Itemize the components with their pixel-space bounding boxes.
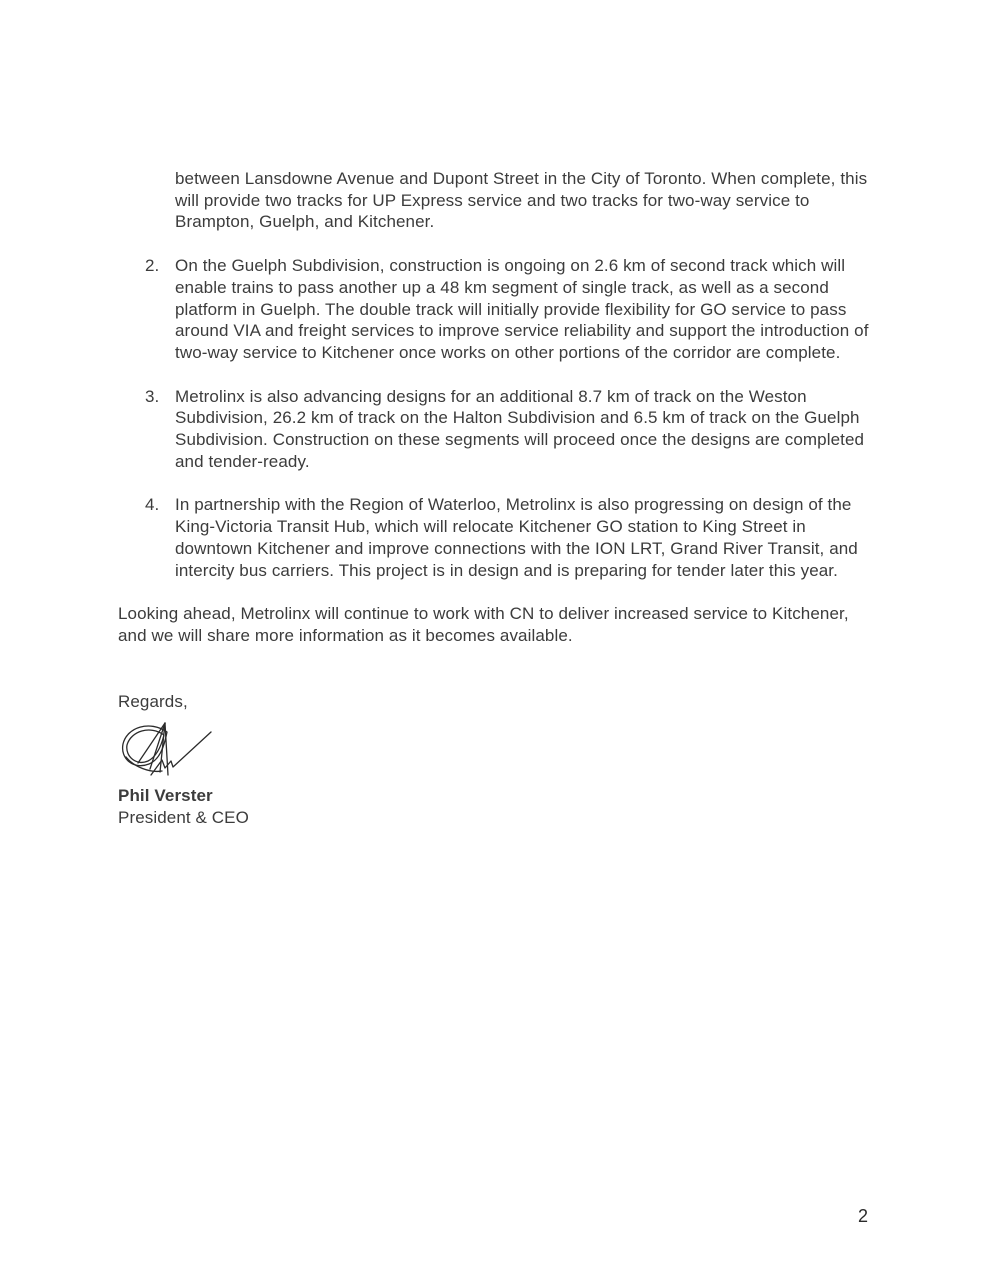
list-item-number: 3. <box>145 386 160 406</box>
list-item <box>145 255 875 364</box>
signature-image <box>114 719 216 781</box>
list-item <box>145 386 875 473</box>
list-item-text: On the Guelph Subdivision, construction is ongoing on 2.6 km of second track which will enable trains to pass another up a 48 km segment of single track, as well as a second platform in Guelph. The double track will initially provide flexibility for GO service to pass around VIA and freight services to improve service reliability and support the introduction of two-way service to Kitchener once works on other portions of the corridor are complete. <box>175 256 869 362</box>
valediction: Regards, <box>118 691 188 711</box>
list-item-text: In partnership with the Region of Waterloo, Metrolinx is also progressing on design of the King-Victoria Transit Hub, which will relocate Kitchener GO station to King Street in downtown Kitchener and improve connections with the ION LRT, Grand River Transit, and intercity bus carriers. This project is in design and is preparing for tender later this year. <box>175 495 858 580</box>
signer-name: Phil Verster <box>118 786 213 806</box>
letter-body <box>118 168 875 829</box>
page-number: 2 <box>858 1206 869 1226</box>
list-item-number: 4. <box>145 495 160 515</box>
closing-paragraph: Looking ahead, Metrolinx will continue to work with CN to deliver increased service to Kitchener, and we will share more information as it becomes available. <box>118 604 849 645</box>
list-item <box>145 494 875 581</box>
list-item-number: 2. <box>145 256 160 276</box>
continuation-paragraph: between Lansdowne Avenue and Dupont Street in the City of Toronto. When complete, this will provide two tracks for UP Express service and two tracks for two-way service to Brampton, Guelph, and Kitchener. <box>175 169 868 232</box>
numbered-list <box>118 255 875 581</box>
list-item-text: Metrolinx is also advancing designs for an additional 8.7 km of track on the Weston Subdivision, 26.2 km of track on the Halton Subdivision and 6.5 km of track on the Guelph Subdivision. Construction on these segments will proceed once the designs are completed and tender-ready. <box>175 386 865 471</box>
signer-title: President & CEO <box>118 808 249 828</box>
